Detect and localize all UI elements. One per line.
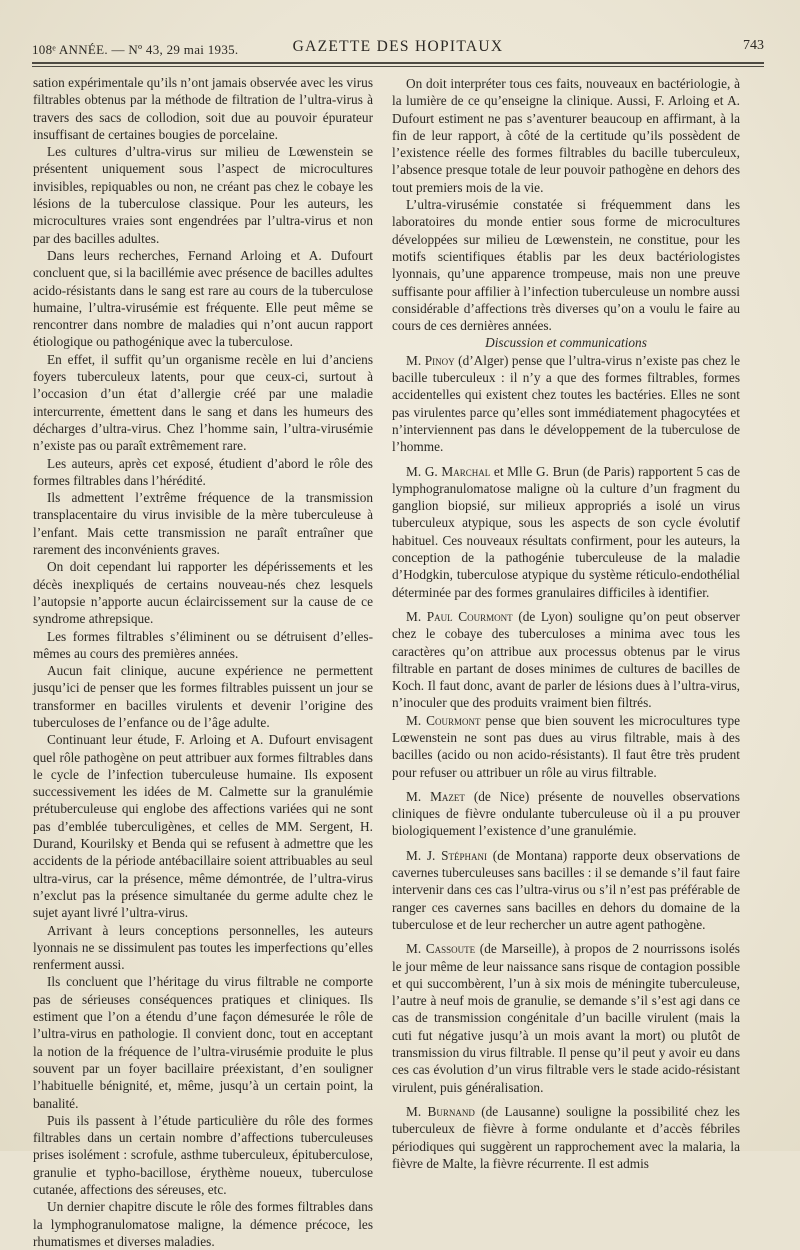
left-column: [33, 74, 373, 1250]
paragraph: On doit cependant lui rapporter les dépérissements et les décès inexpliqués de certains nouveau-nés chez lesquels l’autopsie n’apporte aucun éclaircissement sur la cause de ce syndrome athrepsique.: [33, 559, 373, 627]
communication-paragraph: [392, 352, 740, 456]
paragraph: Les cultures d’ultra-virus sur milieu de Lœwenstein se présentent uniquement sous l’aspect de microcultures invisibles, repiquables ou non, ne créant pas chez le cobaye les lésions de la tuberculose classique. Pour les auteurs, les microcultures vraies sont engendrées par l’ultra-virus et non par des bacilles adultes.: [33, 144, 373, 246]
communication-text: et Mlle G. Brun (de Paris) rapportent 5 cas de lymphogranulomatose maligne où la culture d’un fragment du ganglion biopsié, sur milieux appropriés a isolé un virus tuberculeux atypique, sous les aspects de son cycle évolutif habituel. Ces nouveaux résultats confirment, pour les auteurs, la conception de la pathogénie tuberculeuse de la maladie d’Hodgkin, tuberculose atypique du système réticulo-endothélial déterminée par des formes granulaires difficiles à identifier.: [392, 463, 740, 600]
paragraph: sation expérimentale qu’ils n’ont jamais observée avec les virus filtrables obtenus par la méthode de filtration de l’ultra-virus à travers des sacs de collodion, soit due au pouvoir épurateur insuffisant de certaines bougies de porcelaine.: [33, 75, 373, 142]
communication-text: (de Lausanne) souligne la possibilité chez les tuberculeux de fièvre à forme ondulante et d’accès fébriles périodiques qui suggèrent un rapprochement avec la malaria, la fièvre de Malte, la fièvre récurrente. Il est admis: [392, 1103, 740, 1171]
speaker-name: Cassoute: [425, 941, 476, 957]
speaker-prefix: M.: [406, 352, 425, 368]
section-title: Discussion et communications: [485, 335, 647, 351]
header-rule-thin: [32, 66, 764, 67]
paragraph: Ils admettent l’extrême fréquence de la transmission transplacentaire du virus invisible de la mère tuberculeuse à l’enfant. Mais cette transmission ne paraît entraîner que rarement des inconvénients graves.: [33, 490, 373, 558]
paragraph: Dans leurs recherches, Fernand Arloing et A. Dufourt concluent que, si la bacillémie avec présence de bacilles adultes acido-résistants dans le sang est rare au cours de la tuberculose humaine, l’ultra-virusémie est fréquente. Elle peut même se rencontrer dans nombre de maladies qui n’ont aucun rapport étiologique ou pathogénique avec la tuberculose.: [33, 247, 373, 350]
issue-line: 108ᵉ ANNÉE. — Nº 43, 29 mai 1935.: [32, 42, 239, 57]
paragraph: Aucun fait clinique, aucune expérience ne permettent jusqu’ici de penser que les formes filtrables puissent un jour se transformer en bacilles virulents et devenir l’origine des tuberculoses de l’enfance ou de l’âge adulte.: [33, 663, 373, 730]
page-header: [32, 36, 764, 58]
paragraph: L’ultra-virusémie constatée si fréquemment dans les laboratoires du monde entier sous forme de microcultures développées sur milieu de Lœwenstein, ne constitue, pour les motifs scientifiques établis par les deux bactériologistes lyonnais, qu’une apparence trompeuse, mais non une preuve suffisante pour affilier à l’infection tuberculeuse un nombre aussi considérable d’affections très diverses qu’on a voulu le faire au cours de ces dernières années.: [392, 197, 740, 334]
communication-paragraph: [392, 847, 740, 933]
speaker-name: Stéphani: [441, 847, 488, 863]
communication-text: (de Nice) présente de nouvelles observations cliniques de fièvre ondulante tuberculeuse où il a pu prouver biologiquement l’existence d’une granulémie.: [392, 788, 740, 839]
communication-text: (de Marseille), à propos de 2 nourrissons isolés le jour même de leur naissance sans risque de contagion possible et qui succombèrent, l’un à six mois de méningite tuberculeuse, l’autre à neuf mois de granulie, se demande s’il s’est agi dans ce cas de transmission congénitale d’un bacille virulent (mais la cuti fut négative jusqu’à un mois avant la mort) ou plutôt de transmission du virus filtrable. Il pense qu’il peut y avoir eu dans ces cas évolution d’un virus filtrable vers le stade acido-résistant virulent, puis généralisation.: [392, 941, 740, 1095]
paragraph: Les auteurs, après cet exposé, étudient d’abord le rôle des formes filtrables dans l’hérédité.: [33, 455, 373, 488]
communication-paragraph: [392, 712, 740, 781]
communication-paragraph: [392, 463, 740, 601]
communication-text: (de Montana) rapporte deux observations de cavernes tuberculeuses sans bacilles : il se demande s’il faut faire intervenir dans ces cas l’ultra-virus ou s’il n’est pas préférable de ranger ces cavernes sans bacilles en dehors du domaine de la tuberculose et de leur rechercher un autre agent pathogène.: [392, 847, 741, 932]
speaker-prefix: M. J.: [406, 847, 442, 863]
speaker-name: Pinoy: [424, 352, 455, 368]
right-column: [392, 75, 740, 1172]
paragraph: Un dernier chapitre discute le rôle des formes filtrables dans la lymphogranulomatose maligne, la démence précoce, les rhumatismes et diverses maladies.: [33, 1199, 373, 1249]
speaker-name: Paul Courmont: [426, 608, 513, 624]
communication-paragraph: [392, 1103, 740, 1172]
communication-text: pense que bien souvent les microcultures type Lœwenstein ne sont pas dues au virus filtrable, mais à des bacilles (acido ou non acido-résistants). Il faut être très prudent pour refuser ou attribuer un rôle au virus filtrable.: [392, 712, 740, 780]
header-rule-thick: [32, 62, 764, 64]
paragraph: Continuant leur étude, F. Arloing et A. Dufourt envisagent quel rôle pathogène on peut attribuer aux formes filtrables dans le cycle de l’infection tuberculeuse humaine. Ils exposent successivement les idées de M. Calmette sur la granulémie prétuberculeuse qui englobe des affections variées qui ne sont pas d’emblée tuberculigènes, et celles de MM. Sergent, H. Durand, Kourilsky et Benda qui se refusent à admettre que les accidents de la période antébacillaire soient attribuables au seul ultra-virus, car la présence, même démontrée, de l’ultra-virus n’exclut pas la présence simultanée du germe adulte chez le sujet ayant livré l’ultra-virus.: [33, 732, 373, 921]
communication-text: (d’Alger) pense que l’ultra-virus n’existe pas chez le bacille tuberculeux : il n’y a que des formes filtrables, formes accidentelles qui existent chez toutes les bactéries. Elles ne sont pas virulentes parce qu’elles sont immédiatement phagocytées et n’interviennent pas dans le développement de la tuberculose de l’homme.: [392, 352, 740, 455]
paragraph: On doit interpréter tous ces faits, nouveaux en bactériologie, à la lumière de ce qu’enseigne la clinique. Aussi, F. Arloing et A. Dufourt estiment ne pas s’aventurer beaucoup en affirmant, à la fin de leur rapport, à côté de la certitude qu’ils possèdent de l’existence réelle des formes filtrables du bacille tuberculeux, l’absence presque totale de leur pouvoir pathogène en dehors des tout premiers mois de la vie.: [392, 76, 740, 195]
communication-paragraph: [392, 788, 740, 840]
paragraph: Les formes filtrables s’éliminent ou se détruisent d’elles-mêmes au cours des premières années.: [33, 628, 373, 661]
speaker-name: Mazet: [430, 788, 465, 804]
paragraph: Ils concluent que l’héritage du virus filtrable ne comporte pas de sérieuses conséquences pratiques et cliniques. Ils estiment que l’on a étendu d’une façon démesurée le rôle de l’ultra-virus en pathologie. Il convient donc, tout en acceptant la notion de la fréquence de l’ultra-virusémie produite le plus souvent par un foyer bacillaire préexistant, d’en souligner l’habituelle bénignité, et, même, jusqu’à un certain point, la banalité.: [33, 974, 373, 1111]
speaker-prefix: M. G.: [406, 463, 442, 479]
speaker-name: Courmont: [426, 712, 481, 728]
communication-paragraph: [392, 940, 740, 1096]
paragraph: Arrivant à leurs conceptions personnelles, les auteurs lyonnais ne se dissimulent pas toutes les imperfections qu’elles renferment aussi.: [33, 922, 373, 973]
communication-paragraph: [392, 608, 740, 712]
speaker-prefix: M.: [406, 712, 427, 728]
speaker-prefix: M.: [406, 608, 427, 624]
speaker-name: Marchal: [441, 463, 491, 479]
speaker-name: Burnand: [427, 1103, 475, 1119]
journal-title: GAZETTE DES HOPITAUX: [292, 38, 504, 55]
speaker-prefix: M.: [406, 1103, 428, 1119]
page-number: 743: [743, 38, 764, 53]
paragraph: En effet, il suffit qu’un organisme recèle en lui d’anciens foyers tuberculeux latents, pour que ceux-ci, surtout à l’occasion d’un état d’allergie créé par une maladie intercurrente, émettent dans le sang et dans les humeurs des décharges d’ultra-virus. Chez l’homme sain, l’ultra-virusémie n’existe pas ou paraît extrêmement rare.: [33, 351, 373, 454]
paragraph: Puis ils passent à l’étude particulière du rôle des formes filtrables dans un certain nombre d’affections tuberculeuses prises isolément : scrofule, asthme tuberculeux, épituberculose, granulie et typho-bacillose, érythème noueux, tuberculose cutanée, affections des séreuses, etc.: [33, 1112, 373, 1197]
communication-text: (de Lyon) souligne qu’on peut observer chez le cobaye des tuberculoses a minima avec tous les caractères qu’on attribue aux processus obtenus par le virus filtrable en partant de doses minimes de cultures de bacilles de Koch. Il faut donc, avant de parler de lésions dues à l’ultra-virus, n’inoculer que des produits vraiment bien filtrés.: [392, 608, 740, 711]
speaker-prefix: M.: [406, 941, 426, 957]
speaker-prefix: M.: [406, 788, 431, 804]
